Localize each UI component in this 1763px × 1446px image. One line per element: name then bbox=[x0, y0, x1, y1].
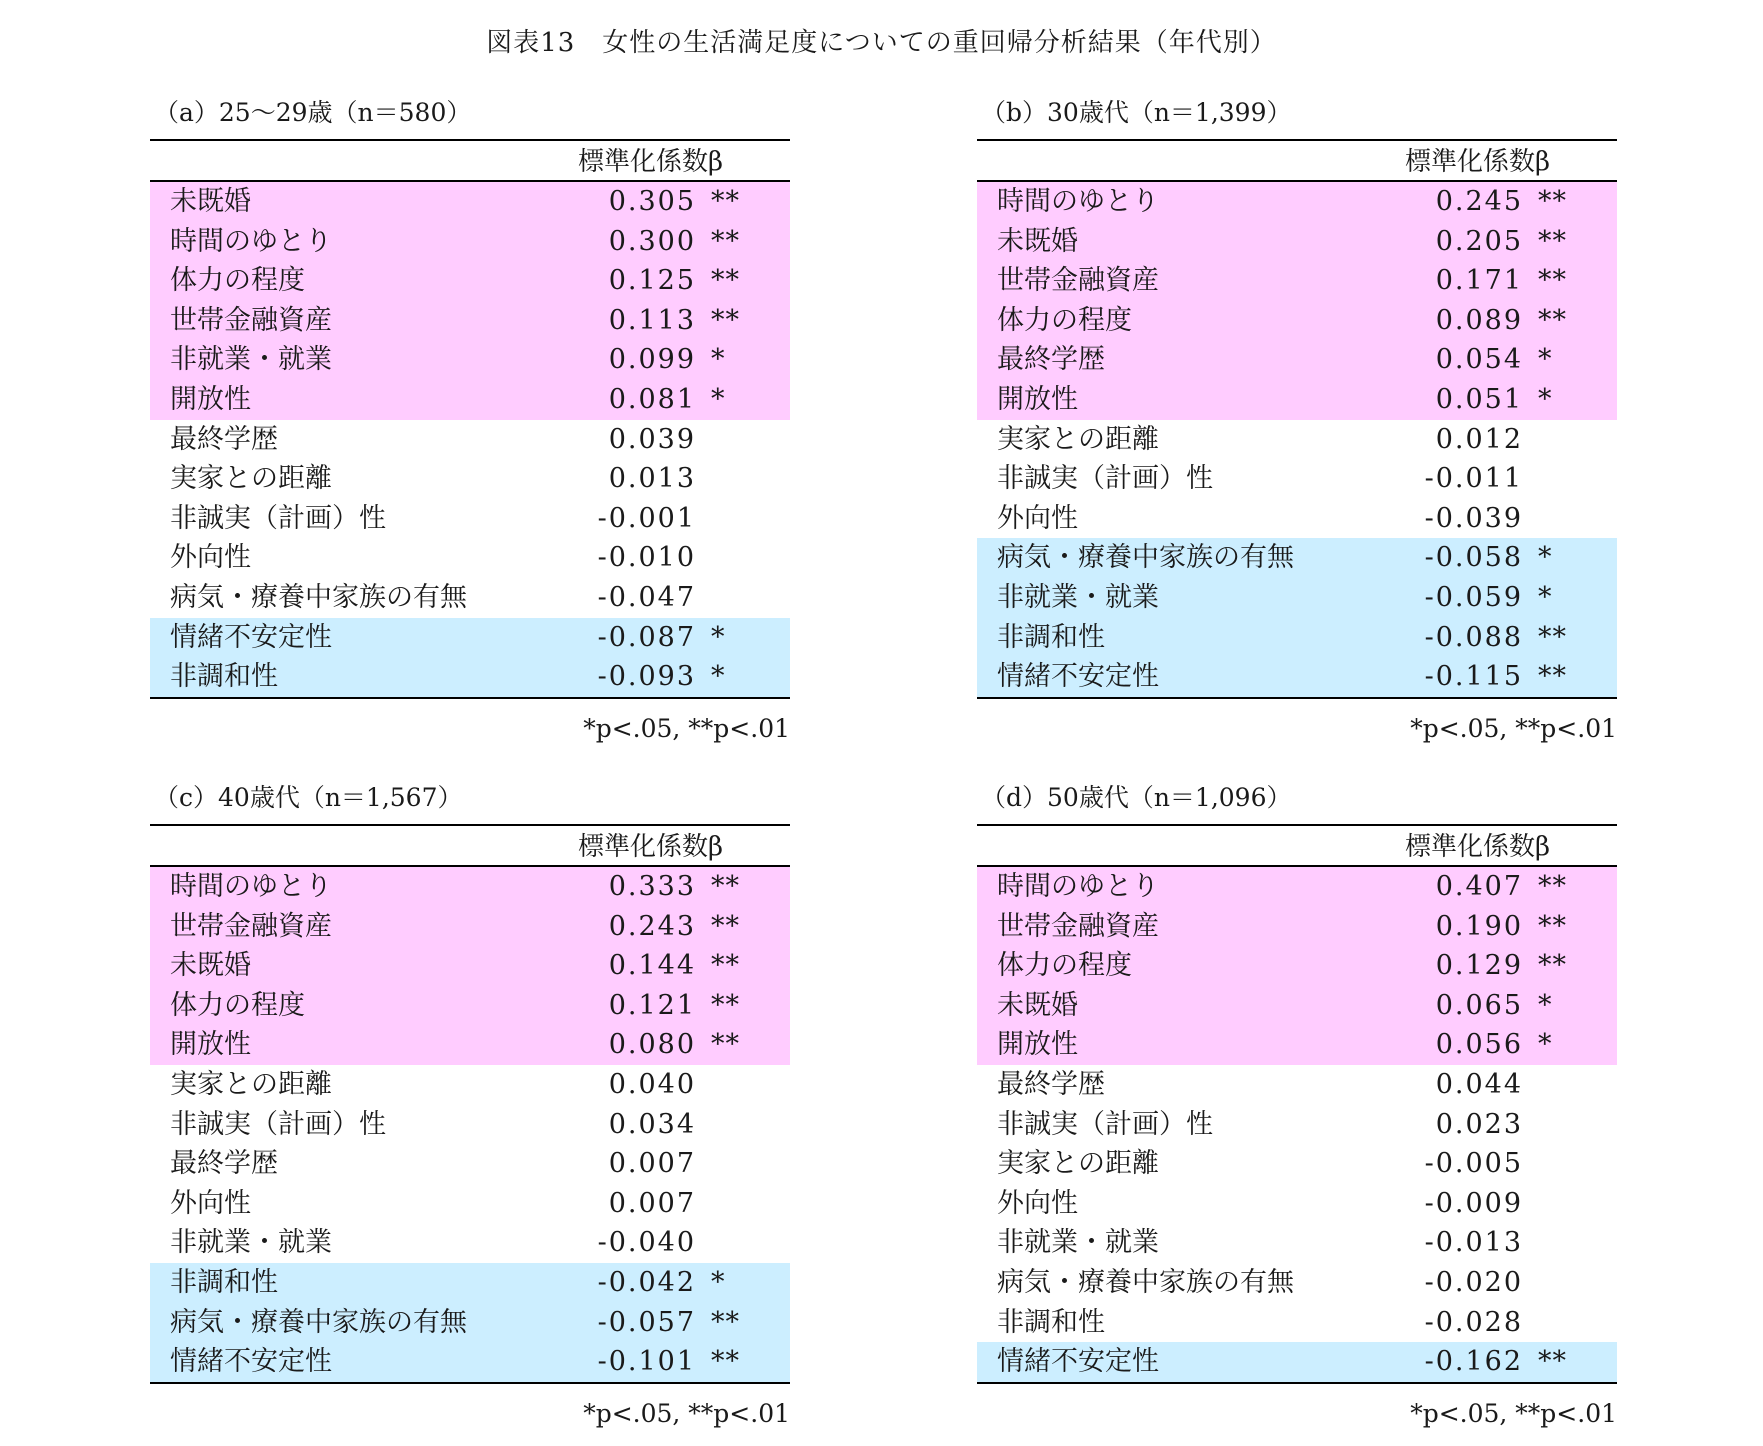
panel-d bbox=[977, 780, 1617, 1428]
coefficient-value: 0.243 bbox=[608, 910, 696, 942]
coefficient-value: 0.039 bbox=[608, 423, 696, 455]
variable-name: 非就業・就業 bbox=[997, 581, 1159, 613]
coefficient-table bbox=[150, 139, 790, 699]
table-row bbox=[150, 1105, 790, 1145]
coefficient-value: 0.034 bbox=[608, 1108, 696, 1140]
table-row bbox=[150, 380, 790, 420]
coefficient-value: -0.009 bbox=[1424, 1187, 1523, 1219]
coefficient-value: 0.300 bbox=[608, 225, 696, 257]
coefficient-value: 0.056 bbox=[1435, 1029, 1523, 1061]
table-row bbox=[977, 538, 1617, 578]
coefficient-value: -0.042 bbox=[597, 1266, 696, 1298]
significance-mark: ** bbox=[711, 1346, 740, 1378]
coefficient-value: 0.013 bbox=[608, 463, 696, 495]
coefficient-value: -0.087 bbox=[597, 621, 696, 653]
variable-name: 開放性 bbox=[170, 383, 251, 415]
significance-mark: * bbox=[711, 1266, 726, 1298]
coefficient-value: 0.125 bbox=[608, 265, 696, 297]
coefficient-value: -0.115 bbox=[1424, 661, 1523, 693]
column-header-beta: 標準化係数β bbox=[1405, 147, 1551, 177]
table-row bbox=[977, 1342, 1617, 1382]
variable-name: 非誠実（計画）性 bbox=[997, 1108, 1213, 1140]
table-row bbox=[150, 459, 790, 499]
table-row bbox=[150, 499, 790, 539]
coefficient-value: -0.058 bbox=[1424, 542, 1523, 574]
table-row bbox=[977, 1144, 1617, 1184]
coefficient-value: -0.010 bbox=[597, 542, 696, 574]
coefficient-value: 0.080 bbox=[608, 1029, 696, 1061]
coefficient-value: -0.001 bbox=[597, 502, 696, 534]
variable-name: 実家との距離 bbox=[170, 463, 332, 495]
coefficient-value: 0.190 bbox=[1435, 910, 1523, 942]
coefficient-value: 0.051 bbox=[1435, 383, 1523, 415]
table-row bbox=[977, 222, 1617, 262]
significance-mark: * bbox=[1538, 542, 1553, 574]
variable-name: 未既婚 bbox=[170, 186, 251, 217]
significance-note: *p<.05, **p<.01 bbox=[1410, 1398, 1617, 1428]
coefficient-value: 0.040 bbox=[608, 1068, 696, 1100]
variable-name: 時間のゆとり bbox=[997, 186, 1159, 217]
coefficient-value: -0.047 bbox=[597, 581, 696, 613]
significance-note: *p<.05, **p<.01 bbox=[583, 713, 790, 743]
coefficient-value: 0.054 bbox=[1435, 344, 1523, 376]
table-row bbox=[977, 1105, 1617, 1145]
coefficient-table bbox=[977, 824, 1617, 1384]
variable-name: 外向性 bbox=[170, 542, 251, 574]
variable-name: 非調和性 bbox=[997, 1306, 1105, 1338]
coefficient-value: 0.144 bbox=[608, 950, 696, 982]
significance-mark: ** bbox=[1538, 871, 1567, 902]
variable-name: 外向性 bbox=[997, 1187, 1078, 1219]
table-row bbox=[977, 380, 1617, 420]
panel-title: （d）50歳代（n＝1,096） bbox=[981, 783, 1292, 812]
table-row bbox=[977, 907, 1617, 947]
table-body bbox=[977, 182, 1617, 699]
significance-mark: ** bbox=[1538, 186, 1567, 217]
table-header bbox=[977, 139, 1617, 182]
significance-mark: * bbox=[711, 383, 726, 415]
table-header bbox=[977, 824, 1617, 867]
table-body bbox=[150, 182, 790, 699]
table-row bbox=[977, 657, 1617, 697]
variable-name: 実家との距離 bbox=[997, 423, 1159, 455]
significance-mark: * bbox=[711, 661, 726, 693]
variable-name: 最終学歴 bbox=[997, 344, 1105, 376]
coefficient-value: 0.065 bbox=[1435, 989, 1523, 1021]
significance-mark: ** bbox=[711, 910, 740, 942]
significance-mark: * bbox=[1538, 383, 1553, 415]
coefficient-value: 0.113 bbox=[608, 304, 696, 336]
table-row bbox=[150, 657, 790, 697]
coefficient-value: 0.099 bbox=[608, 344, 696, 376]
panel-b bbox=[977, 95, 1617, 743]
significance-mark: ** bbox=[1538, 910, 1567, 942]
table-row bbox=[977, 946, 1617, 986]
table-row bbox=[977, 340, 1617, 380]
variable-name: 非調和性 bbox=[170, 1266, 278, 1298]
coefficient-value: 0.333 bbox=[608, 871, 696, 902]
variable-name: 体力の程度 bbox=[997, 304, 1132, 336]
table-row bbox=[977, 459, 1617, 499]
variable-name: 最終学歴 bbox=[170, 1148, 278, 1180]
significance-mark: * bbox=[711, 344, 726, 376]
variable-name: 世帯金融資産 bbox=[170, 304, 332, 336]
variable-name: 外向性 bbox=[170, 1187, 251, 1219]
table-row bbox=[977, 1184, 1617, 1224]
variable-name: 体力の程度 bbox=[997, 950, 1132, 982]
significance-mark: ** bbox=[711, 225, 740, 257]
variable-name: 情緒不安定性 bbox=[997, 1346, 1159, 1378]
table-row bbox=[977, 499, 1617, 539]
variable-name: 実家との距離 bbox=[170, 1068, 332, 1100]
coefficient-value: 0.007 bbox=[608, 1148, 696, 1180]
variable-name: 未既婚 bbox=[170, 950, 251, 982]
coefficient-value: 0.007 bbox=[608, 1187, 696, 1219]
table-header bbox=[150, 824, 790, 867]
panel-c bbox=[150, 780, 790, 1428]
table-row bbox=[977, 182, 1617, 222]
significance-mark: * bbox=[1538, 344, 1553, 376]
significance-mark: ** bbox=[711, 1306, 740, 1338]
coefficient-value: -0.039 bbox=[1424, 502, 1523, 534]
coefficient-value: 0.023 bbox=[1435, 1108, 1523, 1140]
variable-name: 非誠実（計画）性 bbox=[997, 463, 1213, 495]
significance-mark: ** bbox=[711, 265, 740, 297]
coefficient-value: 0.089 bbox=[1435, 304, 1523, 336]
table-body bbox=[977, 867, 1617, 1384]
coefficient-value: -0.028 bbox=[1424, 1306, 1523, 1338]
table-row bbox=[150, 261, 790, 301]
significance-mark: ** bbox=[1538, 1346, 1567, 1378]
coefficient-value: -0.005 bbox=[1424, 1148, 1523, 1180]
table-body bbox=[150, 867, 790, 1384]
variable-name: 最終学歴 bbox=[170, 423, 278, 455]
significance-mark: ** bbox=[1538, 225, 1567, 257]
coefficient-value: 0.305 bbox=[608, 186, 696, 217]
coefficient-value: 0.044 bbox=[1435, 1068, 1523, 1100]
variable-name: 病気・療養中家族の有無 bbox=[997, 1266, 1294, 1298]
coefficient-value: 0.205 bbox=[1435, 225, 1523, 257]
panel-title: （a）25～29歳（n＝580） bbox=[154, 98, 472, 127]
table-row bbox=[150, 420, 790, 460]
table-row bbox=[150, 867, 790, 907]
coefficient-value: -0.020 bbox=[1424, 1266, 1523, 1298]
variable-name: 世帯金融資産 bbox=[997, 910, 1159, 942]
variable-name: 開放性 bbox=[997, 1029, 1078, 1061]
table-row bbox=[977, 261, 1617, 301]
variable-name: 情緒不安定性 bbox=[997, 661, 1159, 693]
coefficient-value: 0.121 bbox=[608, 989, 696, 1021]
table-row bbox=[150, 618, 790, 658]
coefficient-value: 0.245 bbox=[1435, 186, 1523, 217]
significance-mark: ** bbox=[711, 950, 740, 982]
table-row bbox=[150, 986, 790, 1026]
significance-mark: * bbox=[1538, 1029, 1553, 1061]
panel-title: （c）40歳代（n＝1,567） bbox=[154, 783, 463, 812]
table-row bbox=[150, 1263, 790, 1303]
variable-name: 病気・療養中家族の有無 bbox=[170, 1306, 467, 1338]
coefficient-value: 0.407 bbox=[1435, 871, 1523, 902]
column-header-beta: 標準化係数β bbox=[1405, 832, 1551, 862]
significance-mark: ** bbox=[1538, 661, 1567, 693]
table-row bbox=[977, 420, 1617, 460]
table-row bbox=[150, 1342, 790, 1382]
table-row bbox=[977, 1025, 1617, 1065]
table-header bbox=[150, 139, 790, 182]
coefficient-table bbox=[977, 139, 1617, 699]
variable-name: 非就業・就業 bbox=[997, 1227, 1159, 1259]
coefficient-value: -0.101 bbox=[597, 1346, 696, 1378]
significance-mark: * bbox=[711, 621, 726, 653]
coefficient-value: -0.011 bbox=[1424, 463, 1523, 495]
coefficient-value: -0.013 bbox=[1424, 1227, 1523, 1259]
significance-note: *p<.05, **p<.01 bbox=[583, 1398, 790, 1428]
variable-name: 病気・療養中家族の有無 bbox=[997, 542, 1294, 574]
table-row bbox=[977, 301, 1617, 341]
variable-name: 非誠実（計画）性 bbox=[170, 502, 386, 534]
significance-note: *p<.05, **p<.01 bbox=[1410, 713, 1617, 743]
table-row bbox=[150, 222, 790, 262]
variable-name: 情緒不安定性 bbox=[170, 1346, 332, 1378]
variable-name: 非調和性 bbox=[170, 661, 278, 693]
significance-mark: ** bbox=[1538, 304, 1567, 336]
significance-mark: ** bbox=[711, 989, 740, 1021]
table-row bbox=[977, 986, 1617, 1026]
coefficient-value: 0.012 bbox=[1435, 423, 1523, 455]
variable-name: 開放性 bbox=[997, 383, 1078, 415]
variable-name: 時間のゆとり bbox=[997, 871, 1159, 902]
table-row bbox=[977, 1065, 1617, 1105]
variable-name: 情緒不安定性 bbox=[170, 621, 332, 653]
variable-name: 最終学歴 bbox=[997, 1068, 1105, 1100]
variable-name: 時間のゆとり bbox=[170, 225, 332, 257]
coefficient-value: -0.059 bbox=[1424, 581, 1523, 613]
significance-mark: * bbox=[1538, 989, 1553, 1021]
variable-name: 未既婚 bbox=[997, 989, 1078, 1021]
coefficient-table bbox=[150, 824, 790, 1384]
coefficient-value: -0.088 bbox=[1424, 621, 1523, 653]
coefficient-value: 0.171 bbox=[1435, 265, 1523, 297]
variable-name: 実家との距離 bbox=[997, 1148, 1159, 1180]
significance-mark: ** bbox=[711, 304, 740, 336]
table-row bbox=[977, 867, 1617, 907]
coefficient-value: 0.081 bbox=[608, 383, 696, 415]
table-row bbox=[150, 907, 790, 947]
variable-name: 非調和性 bbox=[997, 621, 1105, 653]
variable-name: 非就業・就業 bbox=[170, 1227, 332, 1259]
page-title: 図表13 女性の生活満足度についての重回帰分析結果（年代別） bbox=[486, 28, 1277, 58]
coefficient-value: -0.093 bbox=[597, 661, 696, 693]
table-row bbox=[150, 1025, 790, 1065]
column-header-beta: 標準化係数β bbox=[578, 147, 724, 177]
significance-mark: ** bbox=[1538, 950, 1567, 982]
coefficient-value: 0.129 bbox=[1435, 950, 1523, 982]
table-row bbox=[150, 1065, 790, 1105]
variable-name: 非誠実（計画）性 bbox=[170, 1108, 386, 1140]
significance-mark: ** bbox=[711, 186, 740, 217]
variable-name: 病気・療養中家族の有無 bbox=[170, 581, 467, 613]
variable-name: 開放性 bbox=[170, 1029, 251, 1061]
table-row bbox=[150, 1144, 790, 1184]
table-row bbox=[150, 578, 790, 618]
table-row bbox=[977, 618, 1617, 658]
table-row bbox=[150, 1184, 790, 1224]
significance-mark: ** bbox=[711, 871, 740, 902]
column-header-beta: 標準化係数β bbox=[578, 832, 724, 862]
table-row bbox=[977, 578, 1617, 618]
significance-mark: * bbox=[1538, 581, 1553, 613]
table-row bbox=[150, 182, 790, 222]
significance-mark: ** bbox=[1538, 265, 1567, 297]
variable-name: 体力の程度 bbox=[170, 265, 305, 297]
table-row bbox=[150, 946, 790, 986]
table-row bbox=[977, 1263, 1617, 1303]
variable-name: 体力の程度 bbox=[170, 989, 305, 1021]
coefficient-value: -0.040 bbox=[597, 1227, 696, 1259]
table-row bbox=[150, 1223, 790, 1263]
panel-title: （b）30歳代（n＝1,399） bbox=[981, 98, 1292, 127]
significance-mark: ** bbox=[1538, 621, 1567, 653]
significance-mark: ** bbox=[711, 1029, 740, 1061]
panel-a bbox=[150, 95, 790, 743]
table-row bbox=[977, 1223, 1617, 1263]
variable-name: 世帯金融資産 bbox=[997, 265, 1159, 297]
variable-name: 外向性 bbox=[997, 502, 1078, 534]
table-row bbox=[150, 301, 790, 341]
variable-name: 未既婚 bbox=[997, 225, 1078, 257]
variable-name: 世帯金融資産 bbox=[170, 910, 332, 942]
table-row bbox=[150, 538, 790, 578]
table-row bbox=[150, 1303, 790, 1343]
table-row bbox=[150, 340, 790, 380]
table-row bbox=[977, 1303, 1617, 1343]
coefficient-value: -0.057 bbox=[597, 1306, 696, 1338]
variable-name: 時間のゆとり bbox=[170, 871, 332, 902]
variable-name: 非就業・就業 bbox=[170, 344, 332, 376]
coefficient-value: -0.162 bbox=[1424, 1346, 1523, 1378]
